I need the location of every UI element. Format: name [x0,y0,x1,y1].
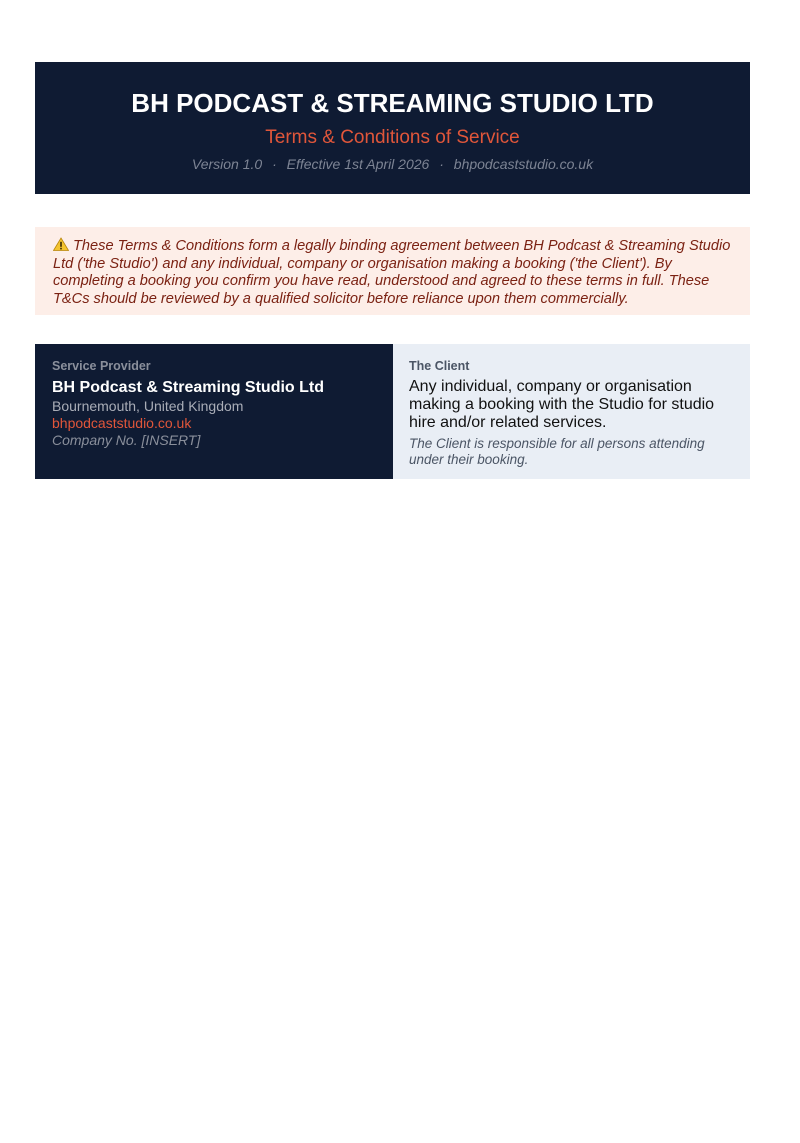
service-provider-panel [35,344,393,479]
document-meta [35,155,750,173]
provider-company-number: Company No. [INSERT] [52,432,201,448]
client-note: The Client is responsible for all persons attending under their booking. [409,436,705,467]
meta-separator: · [439,156,444,172]
provider-name: BH Podcast & Streaming Studio Ltd [52,379,325,396]
provider-label: Service Provider [52,359,151,373]
client-label: The Client [409,359,470,373]
client-description: Any individual, company or organisation making a booking with the Studio for studio hire and/or related services. [409,378,715,431]
client-panel [393,344,750,479]
meta-separator: · [272,156,277,172]
company-title: BH PODCAST & STREAMING STUDIO LTD [131,88,654,118]
provider-location: Bournemouth, United Kingdom [52,398,244,414]
provider-website-link[interactable]: bhpodcaststudio.co.uk [52,415,192,431]
version-text: Version 1.0 [191,156,263,172]
legal-notice [35,227,750,315]
header-website: bhpodcaststudio.co.uk [453,156,594,172]
notice-text: These Terms & Conditions form a legally binding agreement between BH Podcast & Streaming Studio Ltd ('the Studio') and any individual, company or organisation making a booking ('the Client'). By completing a booking you confirm you have read, understood and agreed to these terms in full. These T&Cs should be reviewed by a qualified solicitor before reliance upon them commercially. [53,238,731,307]
document-subtitle: Terms & Conditions of Service [265,127,520,148]
effective-date: Effective 1st April 2026 [286,156,430,172]
document-header [35,62,750,194]
warning-icon [53,237,69,251]
